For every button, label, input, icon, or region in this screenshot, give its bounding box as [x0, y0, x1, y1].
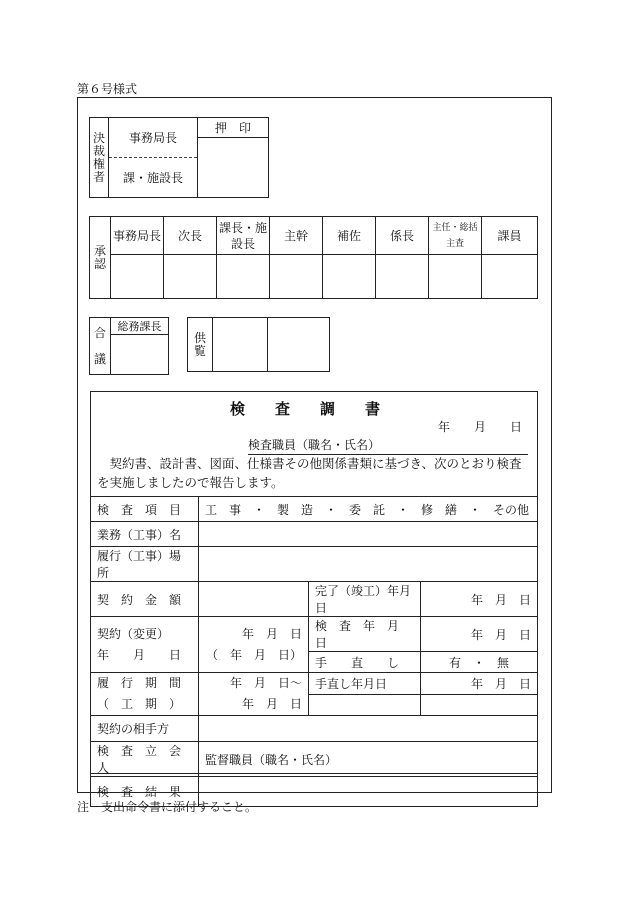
shonin-table — [89, 216, 538, 299]
shonin-col-shukan: 主幹 — [270, 217, 323, 255]
label-keiyaku-date: 契約（変更） 年 月 日 — [91, 617, 199, 673]
shonin-col-kakaricho: 係長 — [376, 217, 429, 255]
kyoran-seal-2[interactable] — [268, 318, 330, 372]
blank-cell-2[interactable] — [421, 694, 538, 716]
gogi-title: 合 議 — [90, 318, 111, 375]
shonin-seal-6[interactable] — [376, 255, 429, 299]
label-kensa-date: 検 査 年 月 日 — [309, 617, 421, 652]
report-title: 検 査 調 書 — [230, 400, 381, 418]
shonin-seal-5[interactable] — [323, 255, 376, 299]
blank-cell-1[interactable] — [309, 694, 421, 716]
form-label: 第６号様式 — [77, 82, 138, 96]
label-kensa-kekka: 検 査 結 果 — [91, 777, 199, 807]
shonin-seal-2[interactable] — [164, 255, 217, 299]
value-tenaoshi-date[interactable]: 年 月 日 — [421, 673, 538, 695]
label-tenaoshi: 手 直 し — [309, 652, 421, 673]
label-keiyaku-kingaku: 契 約 金 額 — [91, 582, 199, 617]
label-gyomu-mei: 業務（工事）名 — [91, 522, 199, 547]
value-keiyaku-date[interactable]: 年 月 日 （ 年 月 日） — [199, 617, 309, 673]
value-kensa-koumoku[interactable]: 工 事 ・ 製 造 ・ 委 託 ・ 修 繕 ・ その他 — [199, 497, 538, 522]
kessai-title: 決 裁 権 者 — [90, 118, 109, 198]
kyoran-table — [187, 317, 330, 372]
inspection-grid — [90, 496, 538, 807]
kessai-row-kacho: 課・施設長 — [109, 158, 198, 198]
value-gyomu-mei[interactable] — [199, 522, 538, 547]
report-date: 年 月 日 — [438, 420, 523, 434]
shonin-col-kain: 課員 — [482, 217, 538, 255]
value-kanryo-date[interactable]: 年 月 日 — [421, 582, 538, 617]
gogi-table — [89, 317, 169, 375]
kessai-row-jimukyokucho: 事務局長 — [109, 118, 198, 158]
gogi-seal[interactable] — [111, 335, 169, 375]
shonin-seal-8[interactable] — [482, 255, 538, 299]
label-tachiainin: 検 査 立 会 人 — [91, 742, 199, 777]
label-kensa-koumoku: 検 査 項 目 — [91, 497, 199, 522]
shonin-seal-1[interactable] — [111, 255, 164, 299]
label-tenaoshi-date: 手直し年月日 — [309, 673, 421, 695]
shonin-col-kacho: 課長・施設長 — [217, 217, 270, 255]
kyoran-seal-1[interactable] — [213, 318, 268, 372]
value-keiyaku-kingaku[interactable] — [199, 582, 309, 617]
shonin-col-jimukyokucho: 事務局長 — [111, 217, 164, 255]
shonin-seal-3[interactable] — [217, 255, 270, 299]
value-rikou-kikan[interactable]: 年 月 日～ 年 月 日 — [199, 673, 309, 716]
shonin-seal-4[interactable] — [270, 255, 323, 299]
gogi-col-somukacho: 総務課長 — [111, 318, 169, 335]
inspector-line: 検査職員（職名・氏名） — [248, 436, 528, 455]
kessai-table — [89, 117, 269, 198]
shonin-col-jicho: 次長 — [164, 217, 217, 255]
value-kensa-date[interactable]: 年 月 日 — [421, 617, 538, 652]
label-rikou-kikan: 履 行 期 間 （ 工 期 ） — [91, 673, 199, 716]
seal-header: 押 印 — [198, 118, 269, 138]
label-rikou-basho: 履行（工事）場所 — [91, 547, 199, 582]
kyoran-title: 供 覧 — [188, 318, 213, 372]
report-body: 契約書、設計書、図面、仕様書その他関係書類に基づき、次のとおり検査を実施しましたので報告します。 — [97, 456, 522, 490]
shonin-title: 承 認 — [90, 217, 111, 299]
value-tachiainin[interactable]: 監督職員（職名・氏名） — [199, 742, 538, 777]
value-keiyaku-aite[interactable] — [199, 716, 538, 742]
label-kanryo-date: 完了（竣工）年月日 — [309, 582, 421, 617]
shonin-seal-7[interactable] — [429, 255, 482, 299]
footnote: 注 支出命令書に添付すること。 — [77, 800, 258, 814]
label-keiyaku-aite: 契約の相手方 — [91, 716, 199, 742]
shonin-col-shunin: 主任・総括主査 — [429, 217, 482, 255]
shonin-col-hosa: 補佐 — [323, 217, 376, 255]
value-tenaoshi[interactable]: 有 ・ 無 — [421, 652, 538, 673]
seal-box[interactable] — [198, 138, 269, 198]
value-rikou-basho[interactable] — [199, 547, 538, 582]
